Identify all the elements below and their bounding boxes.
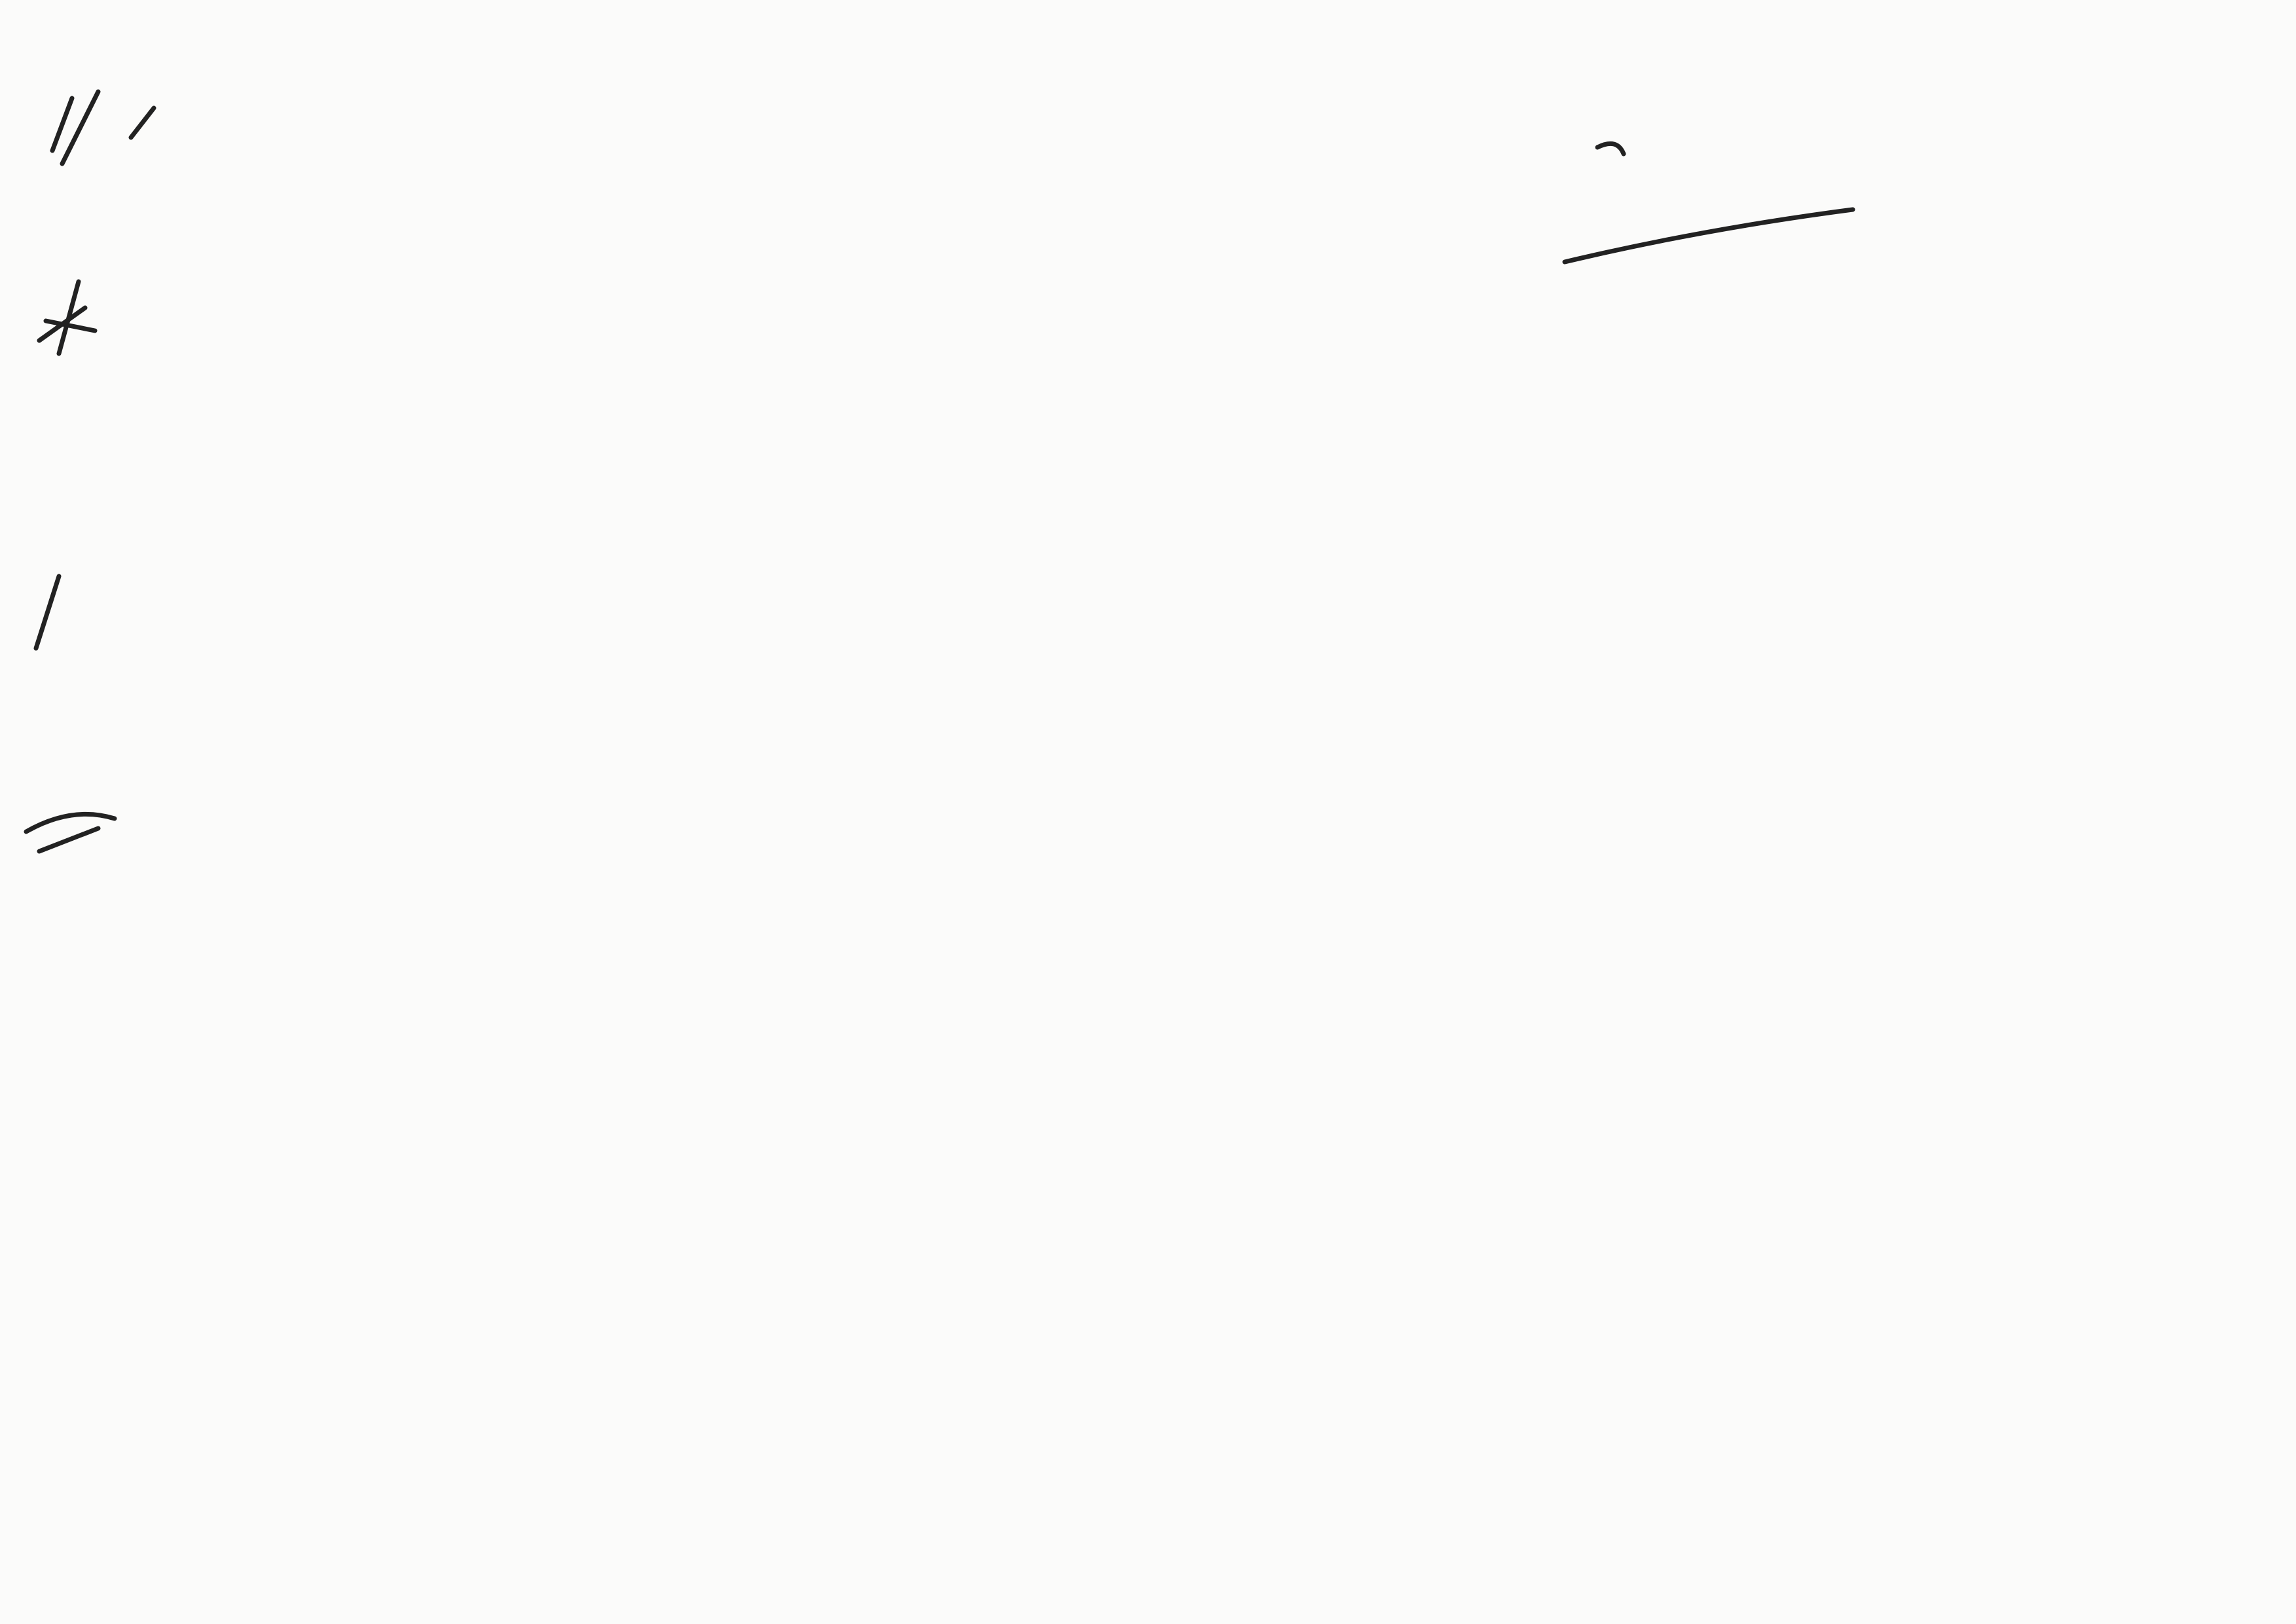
tick-mark-butane [26,814,115,851]
answer-circle-a [1597,143,1624,154]
tick-mark-calc [36,576,59,648]
answer-slash-b [1565,210,1853,262]
tick-mark-q1 [52,92,154,164]
tick-mark-q2 [39,282,95,354]
